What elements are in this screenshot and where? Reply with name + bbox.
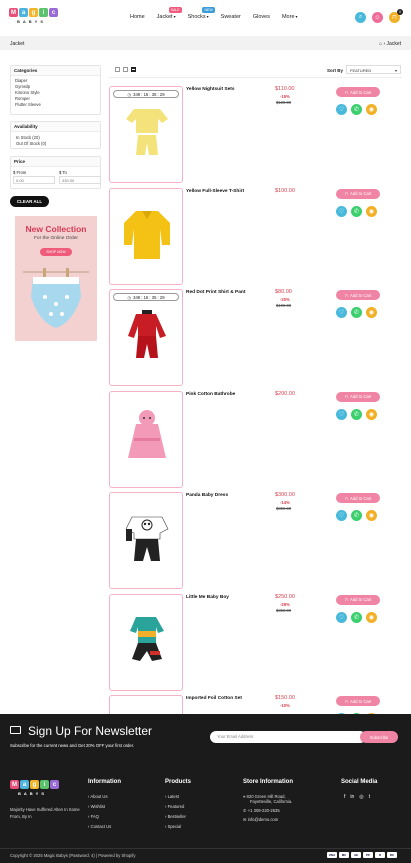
product-item <box>0 289 411 389</box>
eye-icon[interactable]: ◉ <box>366 307 377 318</box>
footer-info-link[interactable]: › About Us <box>88 794 121 799</box>
footer-info-column <box>88 779 121 834</box>
heart-icon[interactable]: ♡ <box>336 307 347 318</box>
add-to-cart-button[interactable] <box>336 87 380 97</box>
payment-icon: AE <box>351 852 361 858</box>
product-actions <box>336 612 377 623</box>
product-item <box>0 86 411 186</box>
add-to-cart-button[interactable] <box>336 696 380 706</box>
grid-view-icon[interactable] <box>115 67 120 72</box>
payment-icon: PP <box>363 852 373 858</box>
subscribe-button[interactable]: Subscribe <box>360 731 398 743</box>
heart-icon[interactable]: ♡ <box>336 409 347 420</box>
heart-icon[interactable]: ♡ <box>336 206 347 217</box>
logo-letter: M <box>11 9 16 16</box>
countdown-timer <box>113 293 179 301</box>
payment-methods <box>327 852 397 858</box>
product-item <box>0 594 411 694</box>
footer-social-title: Social Media <box>341 779 378 785</box>
nav-item-label: Gloves <box>252 14 270 20</box>
banner-subtitle: For the Online Order <box>34 236 78 241</box>
nav-item-home[interactable] <box>130 14 145 20</box>
old-price: $100.00 <box>276 303 292 308</box>
header-actions <box>355 12 400 23</box>
product-name[interactable]: Imported Foil Cotton Set <box>186 696 242 701</box>
breadcrumb-current: Jacket <box>386 41 401 47</box>
nav-badge: NEW <box>204 8 213 12</box>
logo-letter: i <box>39 8 48 17</box>
logo-letter: i <box>40 780 49 789</box>
store-email[interactable]: ✉ info@demo.com <box>243 817 279 822</box>
add-to-cart-button[interactable] <box>336 595 380 605</box>
sort-select[interactable]: FEATURED ▾ <box>346 65 401 74</box>
newsletter-title: Sign Up For Newsletter <box>28 724 153 738</box>
footer-store-title: Store Information <box>243 779 294 785</box>
add-to-cart-label: Add to Cart <box>350 698 372 704</box>
logo-letter: a <box>20 780 29 789</box>
logo-letter: c <box>50 780 59 789</box>
cart-icon: ⊓ <box>344 394 349 399</box>
price-to-label: $ To <box>59 170 67 175</box>
copyright: Copyright © 2025 Magic Babys (Password: 4) | Powered by Shopify <box>10 853 136 858</box>
cart-icon: ⊓ <box>344 89 349 95</box>
category-item[interactable]: Gymsilp <box>15 83 31 89</box>
breadcrumb-bar <box>0 36 411 50</box>
grid-small-view-icon[interactable] <box>123 67 128 72</box>
price-title: Price <box>11 157 100 167</box>
payment-icon: D <box>375 852 385 858</box>
category-item[interactable]: Romper <box>15 95 30 101</box>
whatsapp-icon[interactable]: ✆ <box>351 612 362 623</box>
main-nav <box>130 8 298 20</box>
product-price: $250.00 <box>275 593 295 600</box>
email-icon: ✉ <box>243 817 248 822</box>
logo-letter: g <box>30 780 39 789</box>
footer-products-title: Products <box>165 779 192 785</box>
timer-value: 349 : 16 : 35 : 29 <box>133 91 165 97</box>
newsletter-subtitle: Subscribe for the current news and Get 20% OFF your first order. <box>10 743 135 748</box>
discount-badge: -29% <box>280 601 290 607</box>
product-item <box>0 391 411 491</box>
logo-letter: a <box>19 8 28 17</box>
price-from-label: $ From <box>13 170 27 175</box>
product-actions <box>336 307 377 318</box>
nav-item-more[interactable] <box>282 14 298 20</box>
footer-social-column <box>341 779 377 800</box>
toolbar-divider <box>109 77 402 78</box>
breadcrumb: ⌂ › Jacket <box>379 41 401 47</box>
category-item[interactable]: Flutter Sleeve <box>15 101 41 107</box>
availability-item[interactable]: In Stock (20) <box>16 134 40 140</box>
nav-item-gloves[interactable] <box>253 14 270 20</box>
add-to-cart-button[interactable] <box>336 392 380 402</box>
product-name[interactable]: Red Dot Print Shirt & Pant <box>186 290 246 295</box>
add-to-cart-label: Add to Cart <box>350 394 372 399</box>
social-icon[interactable]: t <box>368 794 371 800</box>
payment-icon: DC <box>387 852 397 858</box>
nav-item-label: Shocks <box>187 14 206 20</box>
logo-letter: c <box>49 8 58 17</box>
nav-item-sweater[interactable] <box>221 14 241 20</box>
nav-item-label: More <box>281 14 295 20</box>
clear-all-button[interactable]: CLEAR ALL <box>10 196 49 207</box>
nav-item-jacket[interactable] <box>156 8 180 20</box>
category-item[interactable]: Kimono Style <box>15 89 40 95</box>
footer-product-link[interactable]: › Special <box>165 824 191 829</box>
footer-products-column <box>165 779 191 834</box>
product-card[interactable] <box>109 391 183 488</box>
footer-logo-subtitle: BABYS <box>18 791 48 796</box>
product-card[interactable] <box>109 289 183 386</box>
whatsapp-icon[interactable]: ✆ <box>351 510 362 521</box>
availability-item[interactable]: Out Of Stock (0) <box>16 140 47 146</box>
product-card[interactable] <box>109 594 183 691</box>
footer-logo[interactable] <box>10 780 59 796</box>
add-to-cart-label: Add to Cart <box>350 597 372 602</box>
nav-item-shocks[interactable] <box>187 8 213 20</box>
product-price: $110.00 <box>275 86 295 92</box>
social-icon[interactable]: in <box>350 794 355 800</box>
footer-divider <box>0 848 411 849</box>
add-to-cart-button[interactable] <box>336 493 380 503</box>
eye-icon[interactable]: ◉ <box>366 206 377 217</box>
discount-badge: -15% <box>280 94 290 99</box>
product-card[interactable] <box>109 86 183 183</box>
heart-icon[interactable]: ♡ <box>336 612 347 623</box>
product-price: $100.00 <box>275 187 295 194</box>
product-card[interactable] <box>109 492 183 589</box>
categories-title: Categories <box>11 66 100 76</box>
whatsapp-icon[interactable]: ✆ <box>351 104 362 115</box>
availability-title: Availability <box>11 122 100 132</box>
footer-about: Majority Have Suffered Alten In Some From, By In <box>10 807 80 819</box>
product-price: $80.00 <box>275 289 292 295</box>
product-name[interactable]: Yellow Full-Sleeve T-Shirt <box>186 188 245 194</box>
add-to-cart-label: Add to Cart <box>350 292 372 298</box>
chevron-down-icon: ▾ <box>206 14 209 19</box>
add-to-cart-label: Add to Cart <box>350 191 372 196</box>
product-actions <box>336 104 377 115</box>
heart-icon[interactable]: ♡ <box>336 104 347 115</box>
eye-icon[interactable]: ◉ <box>366 510 377 521</box>
cart-icon: ⊓ <box>344 597 349 602</box>
phone-icon: ✆ <box>243 808 248 813</box>
footer-product-link[interactable]: › Bestseller <box>165 814 191 819</box>
product-actions <box>336 510 377 521</box>
search-icon[interactable]: ⌕ <box>355 12 366 23</box>
eye-icon[interactable]: ◉ <box>366 104 377 115</box>
page-title: Jacket <box>10 41 25 47</box>
location-icon: ⌖ <box>243 794 247 799</box>
footer-info-link[interactable]: › Contact Us <box>88 824 121 829</box>
heart-icon[interactable]: ♡ <box>336 510 347 521</box>
brand-logo[interactable] <box>9 8 61 30</box>
category-item[interactable]: Diaper <box>15 77 28 83</box>
product-item <box>0 188 411 288</box>
cart-icon: ⊓ <box>344 191 349 196</box>
product-name[interactable]: Little Me Baby Boy <box>186 594 229 600</box>
cart-icon: ⊓ <box>344 292 349 298</box>
whatsapp-icon[interactable]: ✆ <box>351 206 362 217</box>
footer-product-link[interactable]: › Latest <box>165 794 191 799</box>
add-to-cart-label: Add to Cart <box>350 495 372 501</box>
cart-icon[interactable]: ⊓ 0 <box>389 12 400 23</box>
store-phone[interactable]: ✆ +1 309-220-2635 <box>243 808 280 813</box>
nav-item-label: Sweater <box>220 14 241 20</box>
nav-item-label: Home <box>130 14 145 20</box>
account-icon[interactable]: ☺ <box>372 12 383 23</box>
chevron-down-icon: ▾ <box>173 14 176 19</box>
footer-product-link[interactable]: › Featured <box>165 804 191 809</box>
old-price: $350.00 <box>276 506 292 511</box>
add-to-cart-label: Add to Cart <box>350 89 372 95</box>
product-actions <box>336 206 377 217</box>
mail-icon <box>10 726 21 734</box>
banner-title: New Collection <box>25 224 87 234</box>
countdown-timer <box>113 90 179 98</box>
product-price: $300.00 <box>275 492 295 498</box>
social-icon[interactable]: ◎ <box>359 794 364 800</box>
newsletter-email-input[interactable]: Your Email Address <box>210 731 366 743</box>
chevron-down-icon: ▾ <box>295 14 298 19</box>
product-item <box>0 492 411 592</box>
sort-label: Sort By <box>327 68 344 73</box>
nav-badge: SALE <box>170 8 180 12</box>
clock-icon: ◷ <box>127 91 132 97</box>
whatsapp-icon[interactable]: ✆ <box>351 409 362 420</box>
list-view-icon[interactable] <box>131 67 136 72</box>
store-address: ⌖ 820 Green Hill Road, Fayetteville, California. <box>243 794 293 804</box>
whatsapp-icon[interactable]: ✆ <box>351 307 362 318</box>
footer-store-column <box>243 779 293 826</box>
eye-icon[interactable]: ◉ <box>366 409 377 420</box>
discount-badge: -20% <box>280 297 290 302</box>
timer-value: 349 : 16 : 35 : 29 <box>133 294 165 300</box>
old-price: $130.00 <box>276 100 292 105</box>
clock-icon: ◷ <box>127 294 132 300</box>
home-icon[interactable]: ⌂ <box>379 41 383 47</box>
add-to-cart-button[interactable] <box>336 189 380 199</box>
cart-count-badge: 0 <box>397 9 403 15</box>
product-price: $200.00 <box>275 390 295 397</box>
sort-value: FEATURED <box>350 68 372 73</box>
shop-now-button[interactable]: SHOP NOW <box>40 248 72 256</box>
product-name[interactable]: Pink Cotton Bathrobe <box>186 391 236 397</box>
product-name[interactable]: Panda Baby Dress <box>186 493 229 498</box>
add-to-cart-button[interactable] <box>336 290 380 300</box>
product-card[interactable] <box>109 188 183 285</box>
logo-subtitle: BABYS <box>17 19 47 24</box>
eye-icon[interactable]: ◉ <box>366 612 377 623</box>
discount-badge: -14% <box>280 500 290 505</box>
product-name[interactable]: Yellow Nightsuit Sets <box>186 87 235 92</box>
cart-icon: ⊓ <box>344 698 349 704</box>
footer-info-title: Information <box>88 779 121 785</box>
footer-info-link[interactable]: › FAQ <box>88 814 121 819</box>
old-price: $350.00 <box>276 607 292 613</box>
product-actions <box>336 409 377 420</box>
discount-badge: -10% <box>280 703 290 708</box>
logo-letter: g <box>29 8 38 17</box>
cart-icon: ⊓ <box>344 495 349 501</box>
product-price: $150.00 <box>275 695 295 701</box>
payment-icon: VISA <box>328 853 336 857</box>
payment-icon: MC <box>339 852 349 858</box>
nav-item-label: Jacket <box>156 14 173 20</box>
view-toggle <box>115 67 136 72</box>
footer-info-link[interactable]: › Wishlist <box>88 804 121 809</box>
social-icon[interactable]: f <box>344 794 346 800</box>
logo-letter: M <box>12 781 17 788</box>
